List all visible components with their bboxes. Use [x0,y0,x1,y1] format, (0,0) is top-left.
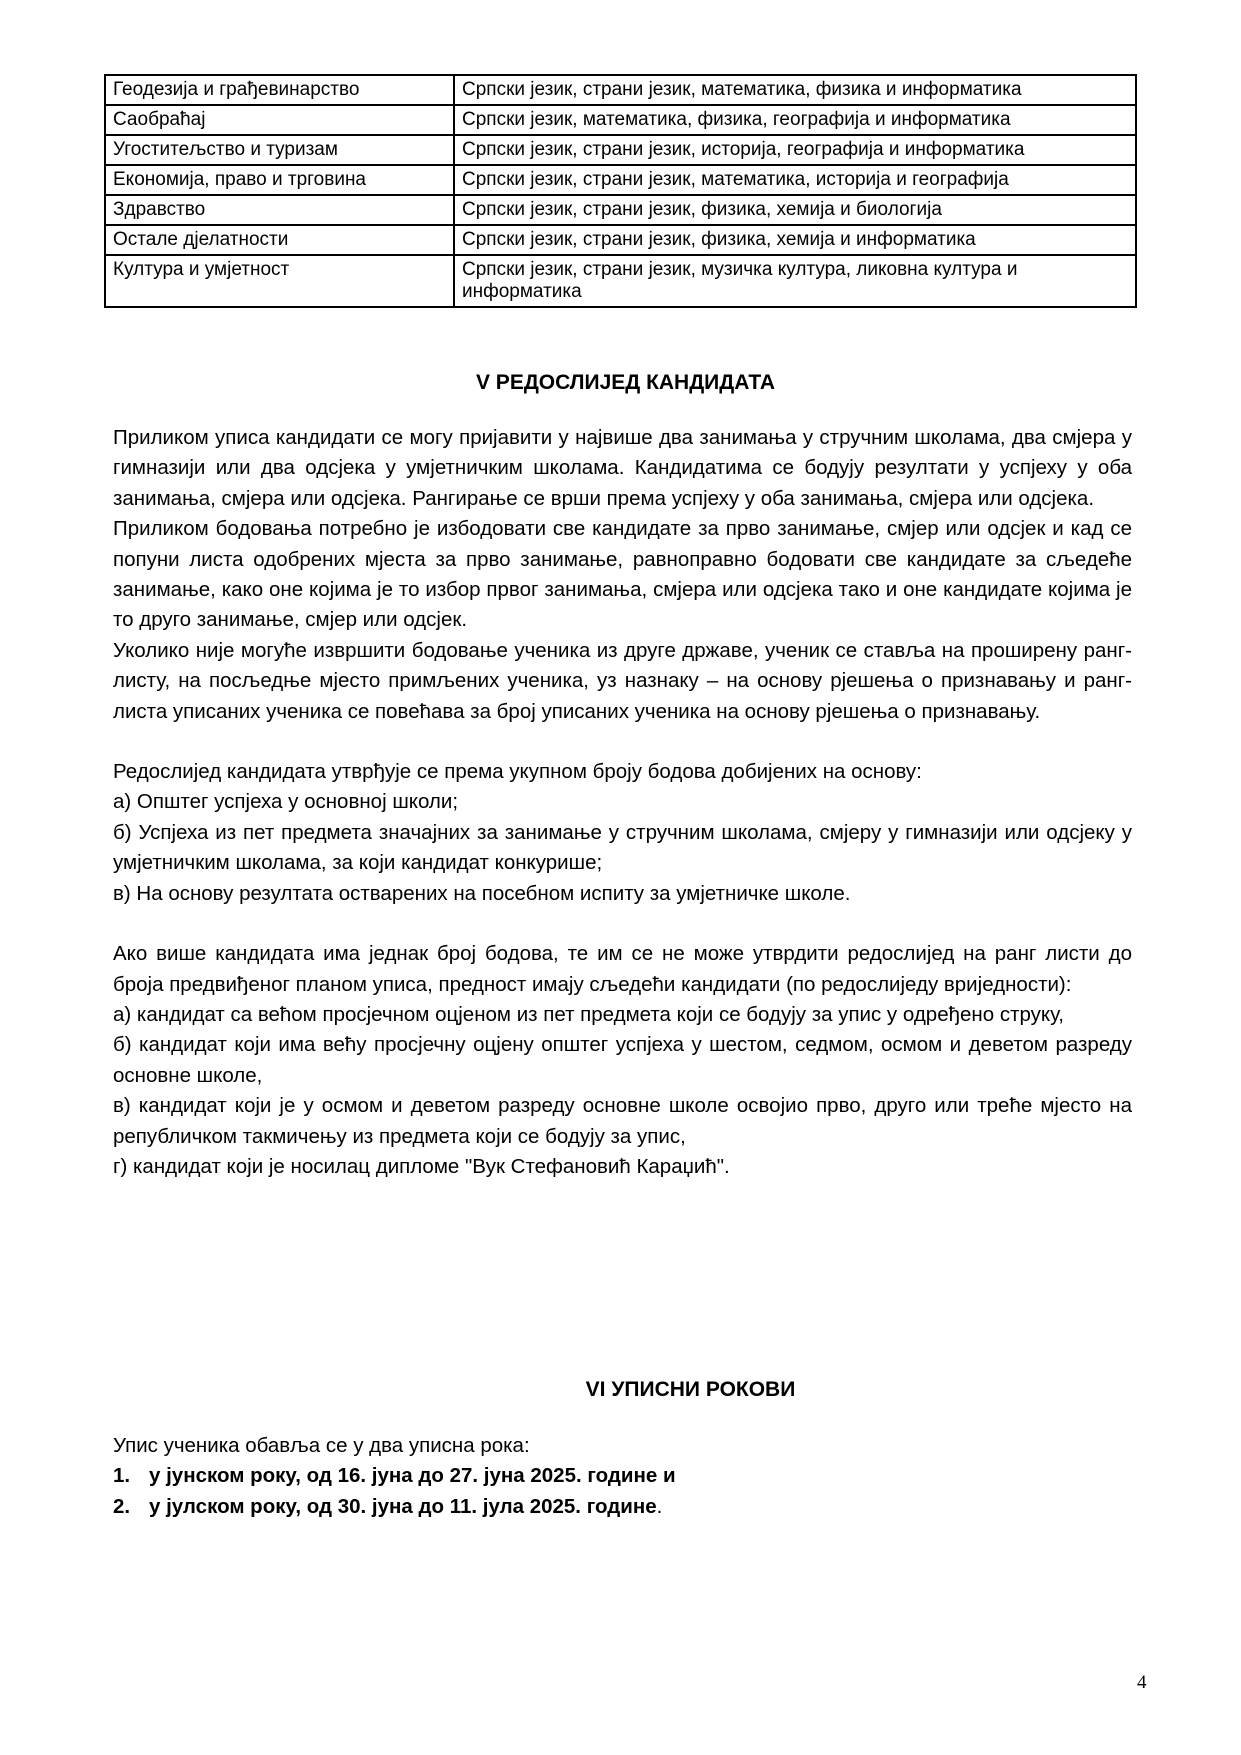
list-item: а) Општег успјеха у основној школи; [113,790,459,814]
list-item [113,1492,1132,1522]
field-cell: Саобраћај [105,105,454,135]
field-cell: Култура и умјетност [105,255,454,307]
section-heading-enrollment-deadlines: VI УПИСНИ РОКОВИ [585,1378,796,1401]
field-cell: Остале дјелатности [105,225,454,255]
subjects-cell: Српски језик, страни језик, математика, физика и информатика [454,75,1136,105]
table-row [105,225,1136,255]
list-item: в) кандидат који је у осмом и деветом разреду основне школе освојио прво, друго или треће мјесто на републичком такмичењу из предмета који се бодују за упис, [113,1094,1132,1148]
list-item: г) кандидат који је носилац дипломе "Вук Стефановић Караџић". [113,1154,730,1178]
paragraph: Ако више кандидата има једнак број бодова, те им се не може утврдити редослијед на ранг листи до броја предвиђеног планом уписа, предност имају сљедећи кандидати (по редослиједу вриједности): [113,942,1132,996]
subjects-cell: Српски језик, математика, физика, географија и информатика [454,105,1136,135]
subjects-table [104,74,1137,308]
field-cell: Здравство [105,195,454,225]
field-cell: Угоститељство и туризам [105,135,454,165]
section-candidate-order [113,423,1132,1182]
paragraph: Приликом бодовања потребно је избодовати све кандидате за прво занимање, смјер или одсјек и кад се попуни листа одобрених мјеста за прво занимање, равноправно бодовати све кандидате за сљедеће занимање, како оне којима је то избор првог занимања, смјера или одсјека тако и оне кандидате којима је то друго занимање, смјер или одсјек. [113,517,1132,632]
subjects-cell: Српски језик, страни језик, физика, хемија и биологија [454,195,1136,225]
subjects-cell: Српски језик, страни језик, физика, хемија и информатика [454,225,1136,255]
table-row [105,105,1136,135]
list-item: б) Успјеха из пет предмета значајних за занимање у стручним школама, смјеру у гимназији или одсјеку у умјетничким школама, за који кандидат конкурише; [113,820,1132,875]
list-text: у јулском року, од 30. јуна до 11. јула 2025. године [149,1494,657,1518]
list-item: б) кандидат који има већу просјечну оцјену општег успјеха у шестом, седмом, осмом и деветом разреду основне школе, [113,1033,1132,1087]
list-tail: . [656,1494,663,1518]
list-text: у јунском року, од 16. јуна до 27. јуна 2025. године и [149,1464,676,1488]
section-enrollment-deadlines [113,1431,1132,1522]
section-heading-candidate-order: V РЕДОСЛИЈЕД КАНДИДАТА [475,371,776,394]
deadline-list [113,1461,1132,1522]
table-row [105,255,1136,307]
list-number: 1. [113,1464,131,1488]
field-cell: Економија, право и трговина [105,165,454,195]
subjects-cell: Српски језик, страни језик, музичка култура, ликовна култура и информатика [454,255,1136,307]
page-number: 4 [1137,1672,1147,1693]
list-number: 2. [113,1494,131,1518]
table-row [105,75,1136,105]
field-cell: Геодезија и грађевинарство [105,75,454,105]
list-item: в) На основу резултата остварених на посебном испиту за умјетничке школе. [113,881,851,905]
table-row [105,195,1136,225]
subjects-cell: Српски језик, страни језик, историја, географија и информатика [454,135,1136,165]
paragraph: Упис ученика обавља се у два уписна рока: [113,1434,530,1457]
table-row [105,135,1136,165]
paragraph: Приликом уписа кандидати се могу пријавити у највише два занимања у стручним школама, два смјера у гимназији или два одсјека у умјетничким школама. Кандидатима се бодују резултати у успјеху у оба занимања, смјера или одсјека. Рангирање се врши према успјеху у оба занимања, смјера или одсјека. [113,426,1132,510]
paragraph: Уколико није могуће извршити бодовање ученика из друге државе, ученик се ставља на проширену ранг-листу, на посљедње мјесто примљених ученика, уз назнаку – на основу рјешења о признавању и ранг-листа уписаних ученика се повећава за број уписаних ученика на основу рјешења о признавању. [113,638,1132,723]
list-item: а) кандидат са већом просјечном оцјеном из пет предмета који се бодују за упис у одређено струку, [113,1002,1064,1026]
table-row [105,165,1136,195]
subjects-cell: Српски језик, страни језик, математика, историја и географија [454,165,1136,195]
list-item [113,1461,1132,1491]
paragraph: Редослијед кандидата утврђује се према укупном броју бодова добијених на основу: [113,760,922,784]
